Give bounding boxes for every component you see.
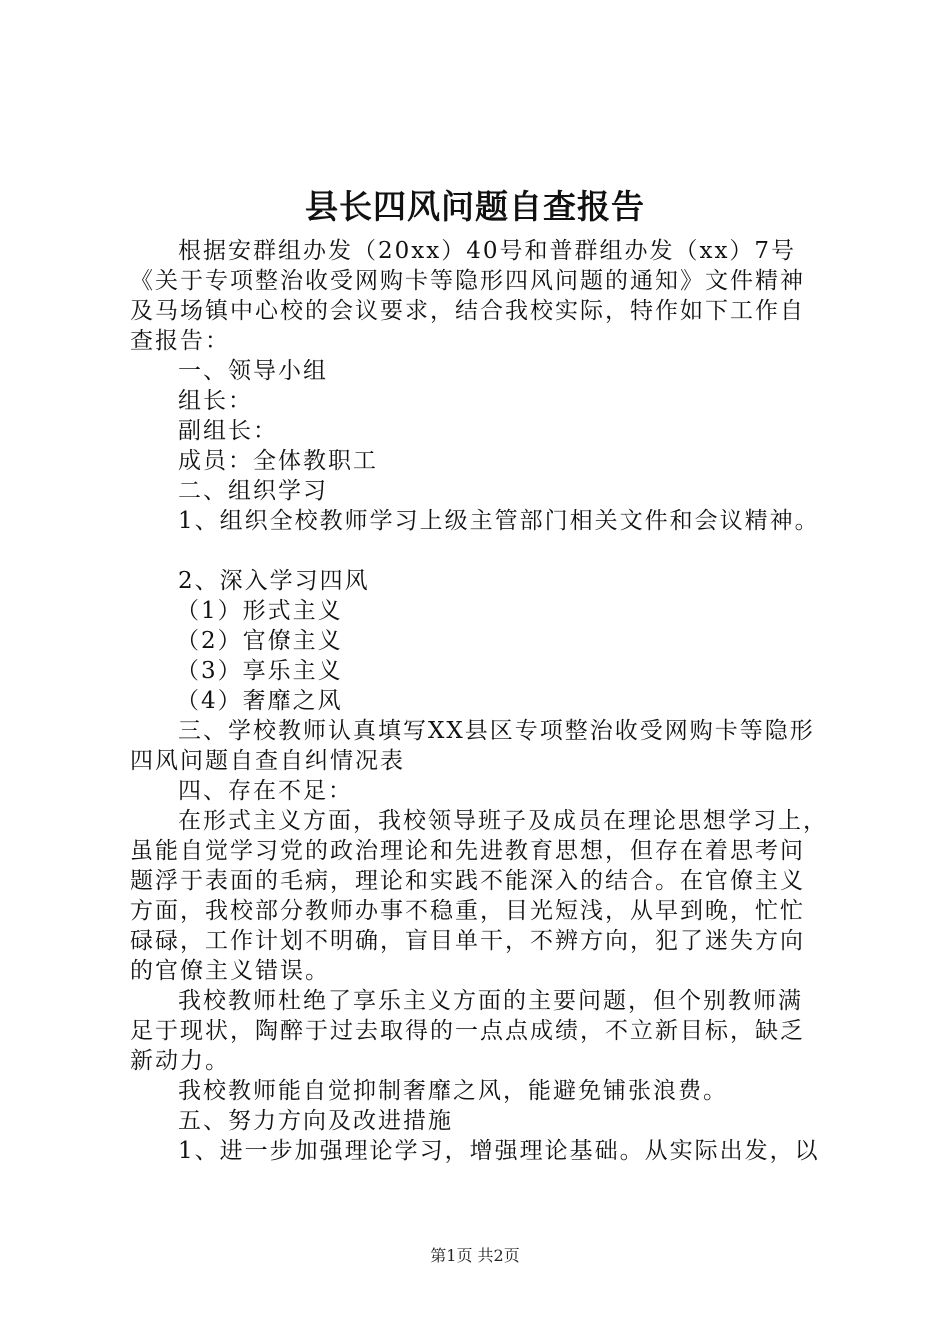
- paragraph-line: 《关于专项整治收受网购卡等隐形四风问题的通知》文件精神: [130, 268, 805, 294]
- paragraph-line: 方面，我校部分教师办事不稳重，目光短浅，从早到晚，忙忙: [130, 898, 805, 924]
- list-item: 1、组织全校教师学习上级主管部门相关文件和会议精神。: [178, 508, 820, 534]
- paragraph-line: 及马场镇中心校的会议要求，结合我校实际，特作如下工作自: [130, 298, 805, 324]
- paragraph-line: 四风问题自查自纠情况表: [130, 748, 405, 774]
- list-item: （1）形式主义: [176, 598, 343, 624]
- paragraph-line: 新动力。: [130, 1048, 230, 1074]
- paragraph-line: 的官僚主义错误。: [130, 958, 330, 984]
- section-heading: 一、领导小组: [178, 358, 328, 384]
- section-heading: 二、组织学习: [178, 478, 328, 504]
- section-heading: 四、存在不足：: [178, 778, 353, 804]
- paragraph-line: 虽能自觉学习党的政治理论和先进教育思想，但存在着思考问: [130, 838, 805, 864]
- paragraph-line: 题浮于表面的毛病，理论和实践不能深入的结合。在官僚主义: [130, 868, 805, 894]
- paragraph-line: 足于现状，陶醉于过去取得的一点点成绩，不立新目标，缺乏: [130, 1018, 805, 1044]
- list-item: （4）奢靡之风: [176, 688, 343, 714]
- list-item: （2）官僚主义: [176, 628, 343, 654]
- document-body: [130, 236, 830, 1166]
- paragraph-line: 我校教师杜绝了享乐主义方面的主要问题，但个别教师满: [178, 988, 803, 1014]
- document-title: 县长四风问题自查报告: [305, 187, 645, 226]
- list-item: （3）享乐主义: [176, 658, 343, 684]
- paragraph-line: 我校教师能自觉抑制奢靡之风，能避免铺张浪费。: [178, 1078, 728, 1104]
- paragraph-line: 查报告：: [130, 328, 230, 354]
- list-item: 1、进一步加强理论学习，增强理论基础。从实际出发，以: [178, 1138, 820, 1164]
- list-item: 成员：全体教职工: [178, 448, 378, 474]
- list-item: 组长：: [178, 388, 253, 414]
- blank-line: [130, 536, 830, 566]
- page-footer: 第1页 共2页: [430, 1246, 520, 1265]
- list-item: 副组长：: [178, 418, 278, 444]
- paragraph-line: 碌碌，工作计划不明确，盲目单干，不辨方向，犯了迷失方向: [130, 928, 805, 954]
- paragraph-line: 在形式主义方面，我校领导班子及成员在理论思想学习上，: [178, 808, 828, 834]
- paragraph-line: 根据安群组办发（20xx）40号和普群组办发（xx）7号: [178, 238, 797, 264]
- list-item: 2、深入学习四风: [178, 568, 370, 594]
- section-heading: 三、学校教师认真填写XX县区专项整治收受网购卡等隐形: [178, 718, 815, 744]
- section-heading: 五、努力方向及改进措施: [178, 1108, 453, 1134]
